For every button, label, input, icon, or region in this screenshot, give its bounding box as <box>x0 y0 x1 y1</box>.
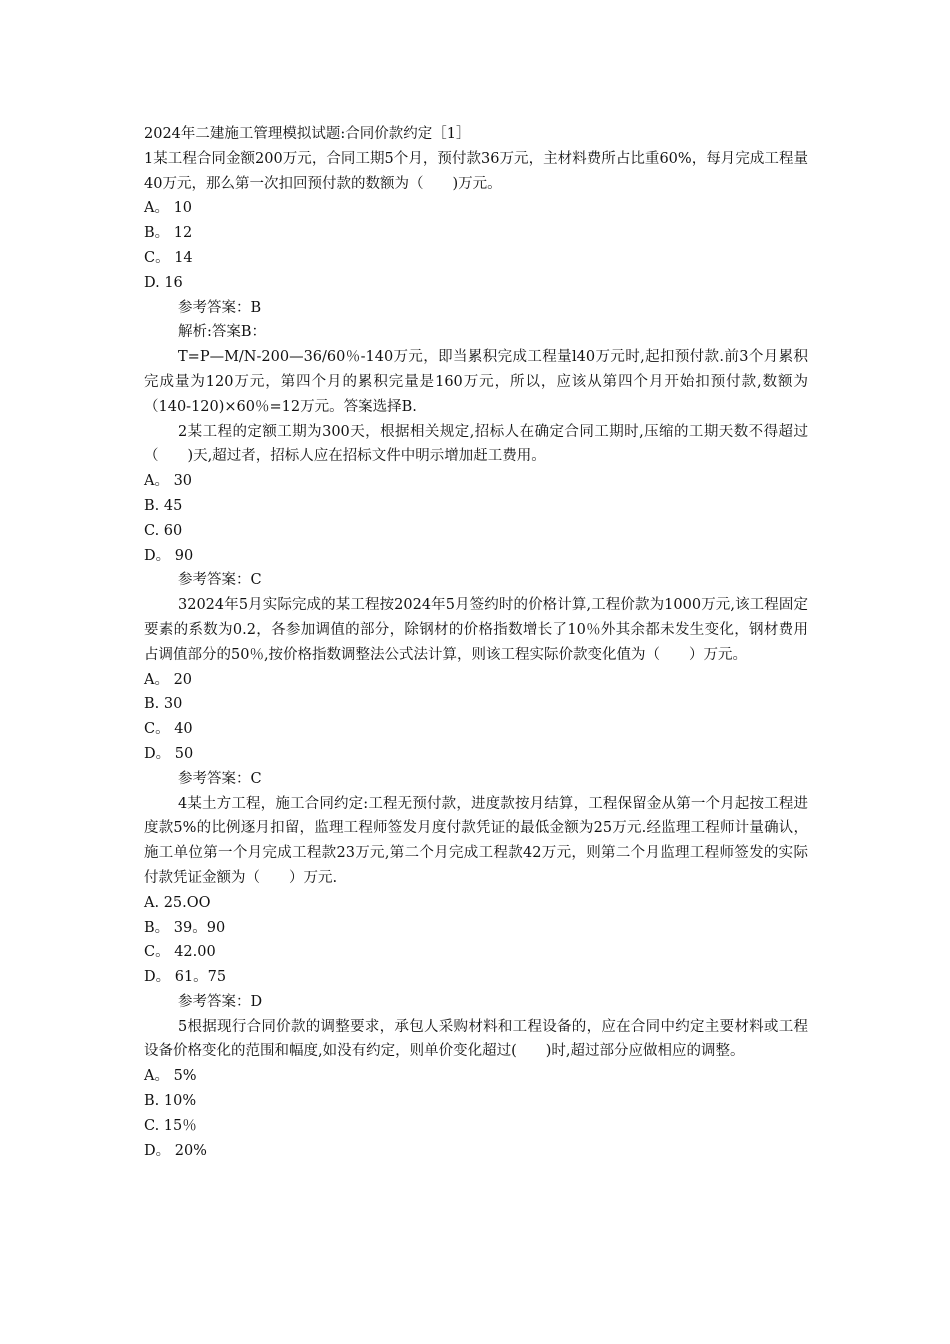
question-2-option-a: A。 30 <box>144 473 193 490</box>
question-4-stem: 4某土方工程，施工合同约定:工程无预付款，进度款按月结算，工程保留金从第一个月起按工程进度款5%的比例逐月扣留，监理工程师签发月度付款凭证的最低金额为25万元.经监理工程师计量确认，施工单位第一个月完成工程款23万元,第二个月完成工程款42万元，则第二个月监理工程师签发的实际付款凭证金额为（ ）万元. <box>144 795 808 886</box>
question-3-option-c: C。 40 <box>144 721 193 738</box>
question-1-analysis: T=P—M/N-200—36/60％-140万元，即当累积完成工程量l40万元时,起扣预付款.前3个月累积完成量为120万元，第四个月的累积完量是160万元，所以，应该从第四个月开始扣预付款,数额为（140-120)×60％=12万元。答案选择B. <box>144 349 808 415</box>
question-3-option-d: D。 50 <box>144 745 194 762</box>
question-4-option-b: B。 39。90 <box>144 919 226 936</box>
question-1-answer: 参考答案：B <box>178 299 262 316</box>
question-3-option-a: A。 20 <box>144 671 193 688</box>
question-3-option-b: B. 30 <box>144 696 183 713</box>
question-1-option-d: D. 16 <box>144 274 183 291</box>
question-1-stem: 1某工程合同金额200万元，合同工期5个月，预付款36万元，主材料费所占比重60%，每月完成工程量40万元，那么第一次扣回预付款的数额为（ )万元。 <box>144 150 808 192</box>
question-2-stem: 2某工程的定额工期为300天，根据相关规定,招标人在确定合同工期时,压缩的工期天数不得超过（ )天,超过者，招标人应在招标文件中明示增加赶工费用。 <box>144 423 808 465</box>
question-5-option-a: A。 5% <box>144 1068 197 1085</box>
question-5-stem: 5根据现行合同价款的调整要求，承包人采购材料和工程设备的，应在合同中约定主要材料或工程设备价格变化的范围和幅度,如没有约定，则单价变化超过( )时,超过部分应做相应的调整。 <box>144 1018 808 1060</box>
question-4-option-a: A. 25.OO <box>144 894 211 911</box>
question-4-option-c: C。 42.00 <box>144 944 216 961</box>
question-2-option-b: B. 45 <box>144 497 183 514</box>
question-4-answer: 参考答案：D <box>178 993 263 1010</box>
question-5-option-c: C. 15％ <box>144 1117 197 1134</box>
question-5-option-d: D。 20% <box>144 1142 207 1159</box>
question-2-answer: 参考答案：C <box>178 572 262 589</box>
question-5-option-b: B. 10% <box>144 1093 197 1110</box>
question-4-option-d: D。 61。75 <box>144 969 227 986</box>
document-title: 2024年二建施工管理模拟试题:合同价款约定［1］ <box>144 126 471 142</box>
document-body <box>144 122 808 1163</box>
question-3-answer: 参考答案：C <box>178 770 262 787</box>
question-1-option-c: C。 14 <box>144 249 193 266</box>
question-2-option-c: C. 60 <box>144 522 183 539</box>
question-1-option-b: B。 12 <box>144 225 193 242</box>
question-1-option-a: A。 10 <box>144 200 193 217</box>
question-3-stem: 32024年5月实际完成的某工程按2024年5月签约时的价格计算,工程价款为1000万元,该工程固定要素的系数为0.2，各参加调值的部分，除钢材的价格指数增长了10％外其余都未发生变化，钢材费用占调值部分的50％,按价格指数调整法公式法计算，则该工程实际价款变化值为（ ）万元。 <box>144 597 808 663</box>
question-2-option-d: D。 90 <box>144 547 194 564</box>
question-1-analysis-label: 解析:答案B： <box>178 324 267 341</box>
